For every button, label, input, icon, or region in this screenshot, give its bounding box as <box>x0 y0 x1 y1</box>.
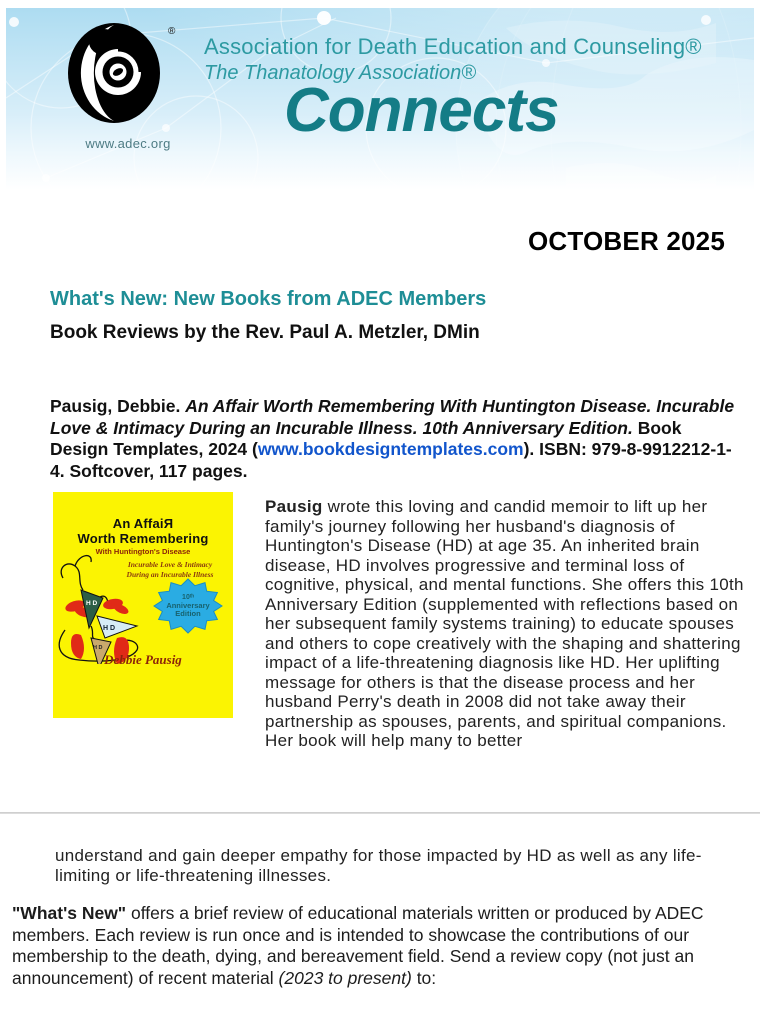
cover-illustration <box>53 532 165 664</box>
adec-logo-icon <box>64 20 168 128</box>
review-body: wrote this loving and candid memoir to lift up her family's journey following her husband's diagnosis of Huntington's Disease (HD) at age 35. An inherited brain disease, HD involves progressive and terminal loss of cognitive, physical, and mental functions. She offers this 10th Anniversary Edition (supplemented with reflections based on her subsequent family systems training) to educate spouses and others to cope creatively with the shaping and shattering impact of a life-threatening diagnosis like HD. Her uplifting message for others is that the disease process and her husband Perry's death in 2008 did not take away their partnership as spouses, parents, and spiritual companions. Her book will help many to better <box>265 497 744 750</box>
anniversary-badge-text: 10ᵗʰ Anniversary Edition <box>166 593 210 618</box>
logo-registered-mark: ® <box>168 26 176 37</box>
note-italic: (2023 to present) <box>278 967 412 988</box>
svg-text:H D: H D <box>93 645 103 651</box>
cover-title-line2: Worth Remembering <box>77 531 209 546</box>
newsletter-title: Connects <box>284 76 559 145</box>
cover-tagline: Incurable Love & Intimacy During an Incurable Illness <box>126 560 214 579</box>
note-body: offers a brief review of educational materials written or produced by ADEC members. Each review is run once and is intended to showcase the contributions of our membership to the death, dying, and bereavement field. Send a review copy (not just an announcement) of recent material <box>12 903 704 988</box>
section-divider <box>0 812 760 814</box>
newsletter-title-reflection <box>284 144 558 190</box>
book-citation <box>50 396 742 482</box>
citation-title: An Affair Worth Remembering With Huntington Disease. Incurable Love & Intimacy During an Incurable Illness. 10th Anniversary Edition. <box>50 396 735 438</box>
org-subtitle: The Thanatology Association® <box>204 62 476 84</box>
svg-text:H D: H D <box>103 625 116 632</box>
book-cover-image <box>53 492 233 718</box>
section-heading: What's New: New Books from ADEC Members <box>50 288 487 310</box>
citation-author: Pausig, Debbie. <box>50 396 186 416</box>
adec-logo[interactable] <box>64 20 184 133</box>
org-name: Association for Death Education and Counseling® <box>204 34 702 59</box>
pennant-hd-label: H D <box>86 600 98 607</box>
note-lead: "What's New" <box>12 903 127 923</box>
publisher-link[interactable]: www.bookdesigntemplates.com <box>257 439 524 459</box>
newsletter-banner <box>6 8 754 190</box>
byline: Book Reviews by the Rev. Paul A. Metzler, DMin <box>50 322 480 343</box>
cover-title-line1: An AffaiЯ <box>112 516 174 531</box>
cover-subtitle: With Huntington's Disease <box>95 547 191 556</box>
citation-publisher: Book Design Templates, 2024 ( <box>50 417 682 459</box>
cover-author: Debbie Pausig <box>104 652 182 667</box>
review-continuation: understand and gain deeper empathy for those impacted by HD as well as any life-limiting or life-threatening illnesses. <box>55 846 702 885</box>
note-tail: to: <box>411 967 437 988</box>
whats-new-note <box>12 903 739 989</box>
review-paragraph <box>265 497 755 751</box>
review-lead: Pausig <box>265 497 323 516</box>
adec-website-link[interactable]: www.adec.org <box>85 136 171 151</box>
issue-date: OCTOBER 2025 <box>528 226 725 256</box>
citation-tail: ). ISBN: 979-8-9912212-1-4. Softcover, 117 pages. <box>50 439 732 481</box>
